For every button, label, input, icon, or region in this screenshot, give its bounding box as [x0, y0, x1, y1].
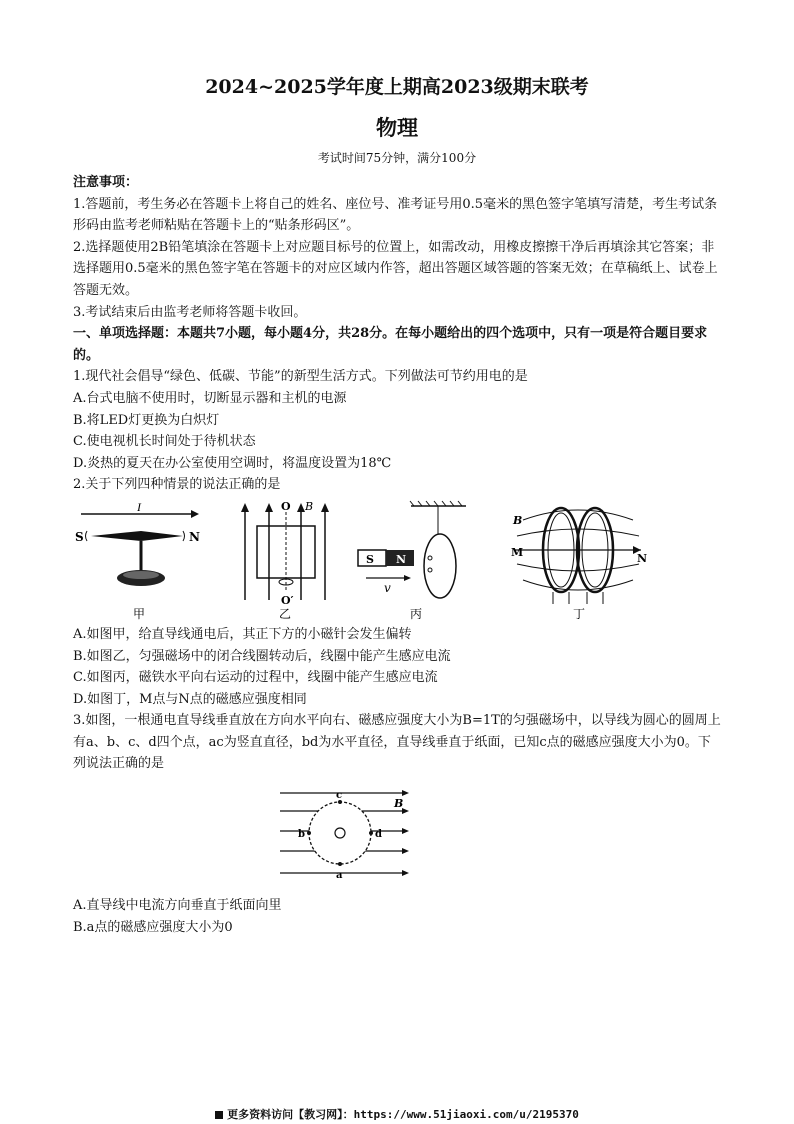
field-b-label-q3: B — [394, 797, 404, 811]
note-item-2: 2.选择题使用2B铅笔填涂在答题卡上对应题目标号的位置上，如需改动，用橡皮擦擦干净后再填涂其它答案；非选择题用0.5毫米的黑色签字笔在答题卡的对应区域内作答，超出答题区域答题的答案无效；在草稿纸上、试卷上答题无效。 — [73, 239, 718, 298]
q1-option-d: D.炎热的夏天在办公室使用空调时，将温度设置为18℃ — [73, 455, 392, 471]
q1-stem: 1.现代社会倡导“绿色、低碳、节能”的新型生活方式。下列做法可节约用电的是 — [73, 369, 528, 385]
note-item-1: 1.答题前，考生务必在答题卡上将自己的姓名、座位号、准考证号用0.5毫米的黑色签字笔填写清楚，考生考试条形码由监考老师粘贴在答题卡上的“贴条形码区”。 — [73, 196, 718, 234]
section1-heading: 一、单项选择题：本题共7小题，每小题4分，共28分。在每小题给出的四个选项中，只有一项是符合题目要求的。 — [73, 326, 708, 363]
figure-ding — [509, 500, 649, 622]
point-c-label: c — [336, 790, 343, 802]
figure-label-bing: 丙 — [410, 606, 423, 621]
magnet-n-label: N — [396, 552, 407, 566]
exam-title: 2024~2025学年度上期高2023级期末联考 — [205, 76, 589, 98]
q2-option-a: A.如图甲，给直导线通电后，其正下方的小磁针会发生偏转 — [73, 626, 412, 642]
footer[interactable] — [0, 1106, 794, 1122]
q2-option-c: C.如图丙，磁铁水平向右运动的过程中，线圈中能产生感应电流 — [73, 670, 438, 686]
magnet-s-label: S — [366, 552, 374, 566]
footer-link[interactable]: 更多资料访问【教习网】：https://www.51jiaoxi.com/u/2195370 — [227, 1108, 579, 1121]
figure-q3 — [278, 779, 418, 891]
figure-bing — [356, 500, 476, 622]
exam-content — [73, 172, 723, 938]
figure-label-ding: 丁 — [573, 606, 586, 621]
exam-info: 考试时间75分钟，满分100分 — [317, 151, 477, 165]
figure-jia — [73, 500, 203, 622]
q3-option-a: A.直导线中电流方向垂直于纸面向里 — [73, 898, 282, 914]
velocity-label: v — [384, 580, 391, 595]
q1-option-a: A.台式电脑不使用时，切断显示器和主机的电源 — [73, 390, 347, 406]
subject-title: 物理 — [376, 115, 418, 140]
q1-option-c: C.使电视机长时间处于待机状态 — [73, 434, 256, 450]
point-b-label: b — [298, 829, 305, 841]
figure-yi — [233, 500, 353, 622]
q1-option-b: B.将LED灯更换为白炽灯 — [73, 412, 220, 428]
q2-figures — [73, 500, 723, 622]
flag-icon — [215, 1111, 223, 1119]
q3-stem: 3.如图，一根通电直导线垂直放在方向水平向右、磁感应强度大小为B=1T的匀强磁场中，以导线为圆心的圆周上有a、b、c、d四个点，ac为竖直直径，bd为水平直径，直导线垂直于纸面，已知c点的磁感应强度大小为0。下列说法正确的是 — [73, 713, 721, 772]
needle-s-label: S — [75, 529, 84, 544]
axis-o-bottom-label: O′ — [281, 593, 294, 607]
point-m-label: M — [511, 545, 524, 559]
note-item-3: 3.考试结束后由监考老师将答题卡收回。 — [73, 304, 307, 320]
figure-label-jia: 甲 — [133, 606, 146, 621]
field-b-label: B — [305, 499, 314, 513]
notes-heading: 注意事项： — [73, 175, 139, 190]
figure-label-yi: 乙 — [279, 606, 292, 621]
point-d-label: d — [375, 829, 382, 841]
current-label: I — [137, 499, 141, 514]
q2-option-d: D.如图丁，M点与N点的磁感应强度相同 — [73, 691, 307, 707]
axis-o-top-label: O — [281, 499, 291, 513]
q2-stem: 2.关于下列四种情景的说法正确的是 — [73, 477, 281, 493]
q2-option-b: B.如图乙，匀强磁场中的闭合线圈转动后，线圈中能产生感应电流 — [73, 648, 451, 664]
q3-option-b: B.a点的磁感应强度大小为0 — [73, 919, 233, 935]
point-a-label: a — [336, 870, 343, 882]
needle-n-label: N — [189, 529, 200, 544]
point-n-label: N — [637, 551, 648, 565]
q3-figure-wrap — [73, 779, 723, 891]
field-b-label-ding: B — [513, 513, 523, 527]
